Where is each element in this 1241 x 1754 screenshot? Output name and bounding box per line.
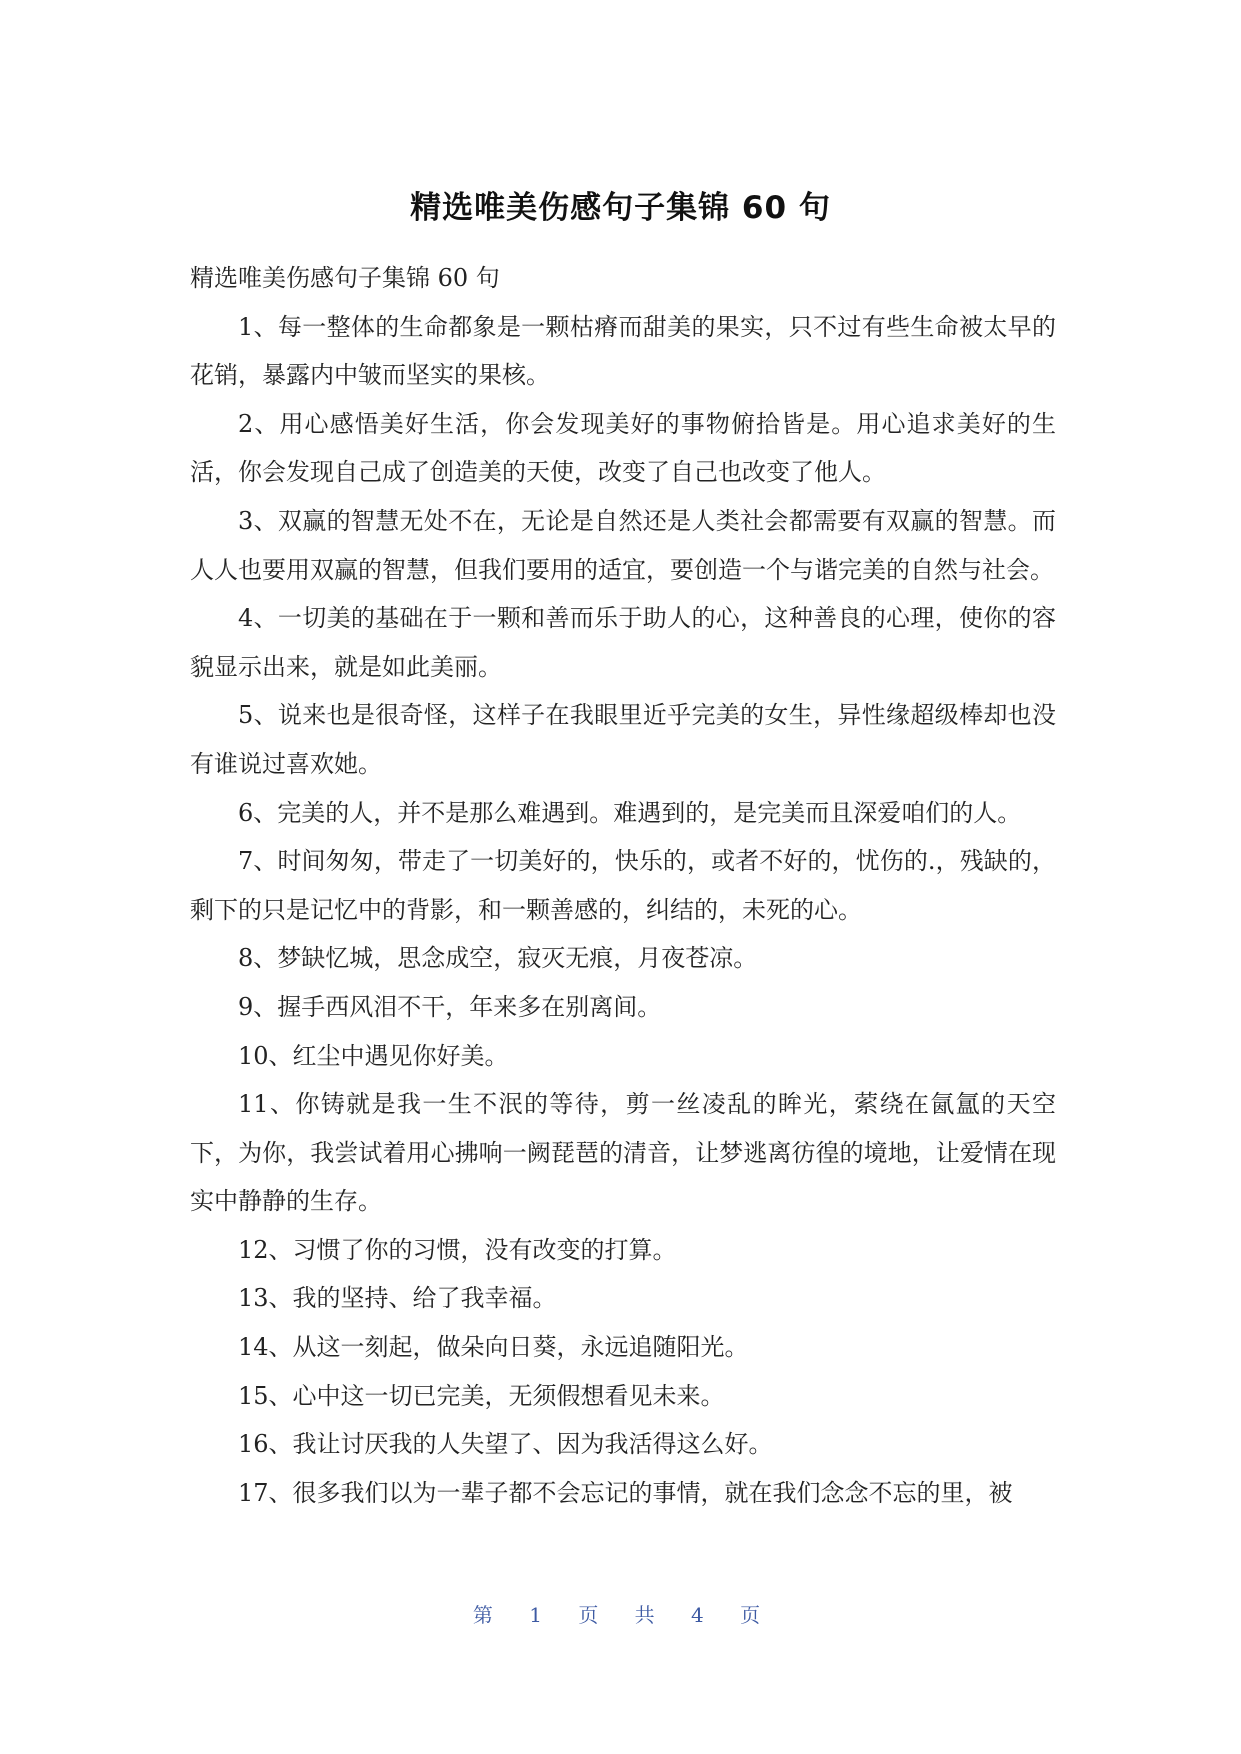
paragraph: 13、我的坚持、给了我幸福。 [238, 1284, 557, 1313]
paragraph: 7、时间匆匆，带走了一切美好的，快乐的，或者不好的，忧伤的.，残缺的，剩下的只是记忆中的背影，和一颗善感的，纠结的，未死的心。 [190, 847, 1056, 924]
paragraph: 6、完美的人，并不是那么难遇到。难遇到的，是完美而且深爱咱们的人。 [238, 798, 1022, 827]
paragraph: 9、握手西风泪不干，年来多在别离间。 [238, 992, 662, 1021]
paragraph: 14、从这一刻起，做朵向日葵，永远追随阳光。 [238, 1333, 749, 1362]
paragraph: 2、用心感悟美好生活，你会发现美好的事物俯拾皆是。用心追求美好的生活，你会发现自己成了创造美的天使，改变了自己也改变了他人。 [190, 409, 1056, 487]
paragraph: 10、红尘中遇见你好美。 [238, 1041, 509, 1070]
document-title: 精选唯美伤感句子集锦 60 句 [410, 190, 831, 226]
document-body [190, 254, 1056, 1517]
paragraph: 8、梦缺忆城，思念成空，寂灭无痕，月夜苍凉。 [238, 944, 758, 973]
paragraph: 5、说来也是很奇怪，这样子在我眼里近乎完美的女生，异性缘超级棒却也没有谁说过喜欢她。 [190, 701, 1056, 778]
paragraph: 16、我让讨厌我的人失望了、因为我活得这么好。 [238, 1430, 773, 1459]
paragraph: 15、心中这一切已完美，无须假想看见未来。 [238, 1381, 725, 1410]
paragraph: 4、一切美的基础在于一颗和善而乐于助人的心，这种善良的心理，使你的容貌显示出来，就是如此美丽。 [190, 604, 1056, 681]
paragraph: 12、习惯了你的习惯，没有改变的打算。 [238, 1235, 677, 1264]
paragraph: 11、你铸就是我一生不泯的等待，剪一丝凌乱的眸光，萦绕在氤氲的天空下，为你，我尝试着用心拂响一阙琵琶的清音，让梦逃离彷徨的境地，让爱情在现实中静静的生存。 [190, 1090, 1056, 1216]
paragraph: 3、双赢的智慧无处不在，无论是自然还是人类社会都需要有双赢的智慧。而人人也要用双赢的智慧，但我们要用的适宜，要创造一个与谐完美的自然与社会。 [190, 506, 1056, 584]
document-subtitle: 精选唯美伤感句子集锦 60 句 [190, 264, 500, 292]
paragraph: 1、每一整体的生命都象是一颗枯瘠而甜美的果实，只不过有些生命被太早的花销，暴露内中皱而坚实的果核。 [190, 312, 1056, 390]
paragraph: 17、很多我们以为一辈子都不会忘记的事情，就在我们念念不忘的里，被 [238, 1478, 1013, 1507]
page-number-footer: 第 1 页 共 4 页 [472, 1603, 769, 1627]
